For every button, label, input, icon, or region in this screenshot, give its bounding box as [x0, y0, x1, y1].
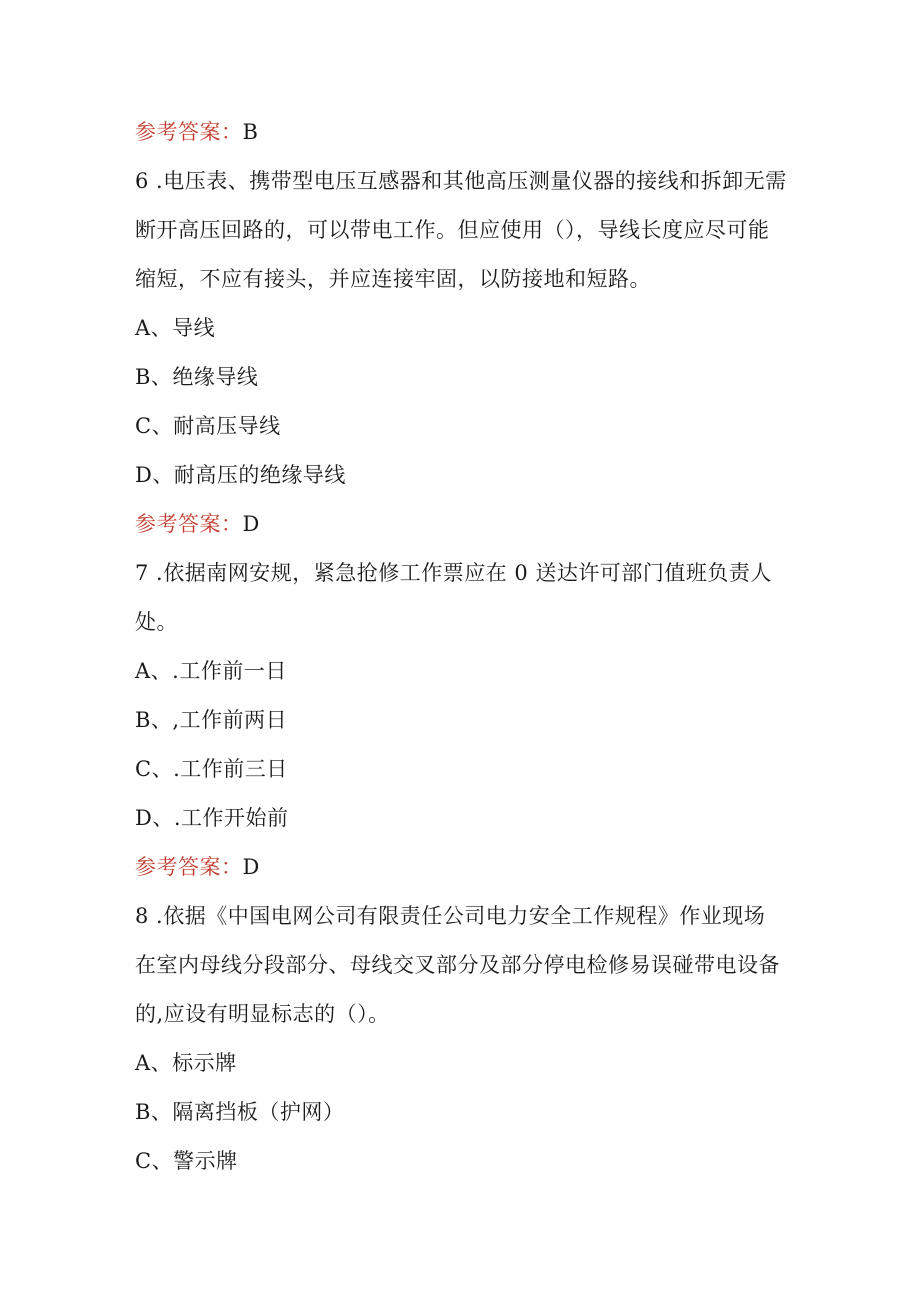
- question-7-option-b: B、,工作前两日: [135, 708, 288, 732]
- question-7-option-c: C、.工作前三日: [135, 757, 288, 781]
- question-8-option-b: B、隔离挡板（护网）: [135, 1100, 345, 1124]
- question-7-line-1: 7 .依据南网安规，紧急抢修工作票应在 0 送达许可部门值班负责人: [135, 561, 772, 585]
- question-6-option-c: C、耐高压导线: [135, 414, 281, 438]
- question-6-option-b: B、绝缘导线: [135, 365, 259, 389]
- question-8-option-a: A、标示牌: [135, 1051, 237, 1075]
- question-8-line-1: 8 .依据《中国电网公司有限责任公司电力安全工作规程》作业现场: [135, 904, 766, 928]
- question-8-line-3: 的,应设有明显标志的（）。: [135, 1002, 390, 1026]
- question-6-line-3: 缩短，不应有接头，并应连接牢固，以防接地和短路。: [135, 267, 651, 291]
- question-6-line-2: 断开高压回路的，可以带电工作。但应使用（），导线长度应尽可能: [135, 218, 770, 242]
- question-6-option-a: A、导线: [135, 316, 216, 340]
- answer-value: B: [242, 120, 259, 144]
- answer-label: 参考答案：: [135, 120, 243, 144]
- question-7-option-a: A、.工作前一日: [135, 659, 287, 683]
- answer-q7: [135, 853, 260, 881]
- question-6-line-1: 6 .电压表、携带型电压互感器和其他高压测量仪器的接线和拆卸无需: [135, 169, 787, 193]
- question-7-option-d: D、.工作开始前: [135, 806, 289, 830]
- answer-label: 参考答案：: [135, 855, 243, 879]
- answer-value: D: [242, 512, 260, 536]
- question-7-line-2: 处。: [135, 610, 178, 634]
- answer-value: D: [242, 855, 260, 879]
- question-8-option-c: C、警示牌: [135, 1149, 238, 1173]
- answer-label: 参考答案：: [135, 512, 243, 536]
- question-8-line-2: 在室内母线分段部分、母线交叉部分及部分停电检修易误碰带电设备: [135, 953, 780, 977]
- answer-q6: [135, 510, 260, 538]
- question-6-option-d: D、耐高压的绝缘导线: [135, 463, 346, 487]
- answer-q5: [135, 118, 258, 146]
